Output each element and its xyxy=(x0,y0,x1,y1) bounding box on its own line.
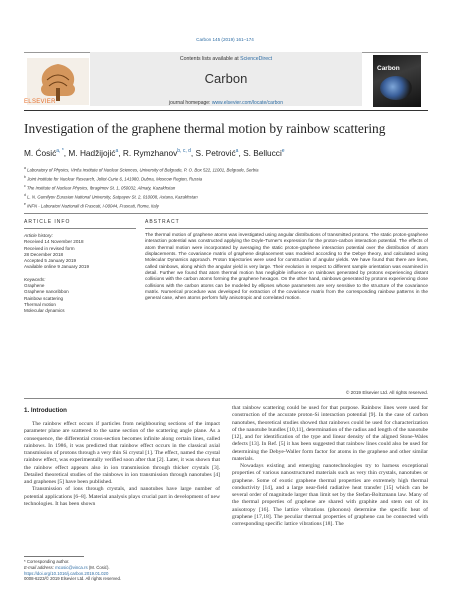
keyword: Thermal motion xyxy=(24,301,56,307)
article-info xyxy=(24,233,136,315)
footnote xyxy=(24,559,224,582)
masthead-divider xyxy=(24,110,428,111)
affiliation: $^e$ INFN - Laboratori Nazionali di Frascati, I-00044, Frascati, Rome, Italy xyxy=(24,201,159,209)
cover-image xyxy=(380,76,412,100)
author-sup[interactable]: e xyxy=(281,148,285,155)
author-sup[interactable]: b, c, d xyxy=(177,148,191,155)
online-date: Available online 9 January 2019 xyxy=(24,264,90,270)
abstract-text: The thermal motion of graphene atoms was investigated using angular distributions of transmitted protons. The static proton-graphene interaction potential was constructed applying the Doyle-Turner's expression for the proton-carbon interaction potential. The effects of atom thermal motion were incorporated by averaging the static proton-graphene interaction potential over the distribution of atom displacements. The covariance matrix of graphene displacement was modeled according to the Debye theory, and calculated using Molecular Dynamics approach. Proton trajectories were used for construction of angular yields. We have found that there are lines, called rainbows, along which the angular yield is very large. Their evolution in respect to different sample orientation was examined in detail. Further we found that atom thermal motion has negligible influence on rainbows generated by protons experiencing distant collisions with the carbon atoms forming the graphene hexagon. On the other hand, rainbows generated by protons experiencing close collisions with the carbon atoms can be modeled by ellipses whose parameters are very sensitive to the structure of the covariance matrix. Numerical procedure was developed for extraction of the covariance matrix from the corresponding rainbow patterns in the general case, when atoms perform fully anisotropic and correlated motion. xyxy=(145,233,428,302)
email-suffix: (M. Ćosić). xyxy=(88,564,110,570)
affiliation-list xyxy=(24,165,428,210)
doi-link[interactable]: https://doi.org/10.1016/j.carbon.2019.01.020 xyxy=(24,570,109,576)
author-sup[interactable]: a xyxy=(115,148,119,155)
journal-name: Carbon xyxy=(204,71,248,86)
accepted-date: Accepted 5 January 2019 xyxy=(24,258,77,264)
elsevier-tree-logo xyxy=(27,58,89,105)
affiliation: $^b$ Joint Institute for Nuclear Research, Joliot-Curie 6, 141980, Dubna, Moscow Region, Russia xyxy=(24,174,203,182)
revised-date: 28 December 2018 xyxy=(24,251,64,257)
cover-title: Carbon xyxy=(377,65,400,72)
author[interactable]: R. Rymzhanov xyxy=(122,148,178,158)
keyword: Rainbow scattering xyxy=(24,295,64,301)
affiliation: $^d$ L. N. Gumilyov Eurasian National University, Satpayev St. 2, 010008, Astana, Kazakhstan xyxy=(24,192,198,200)
email-label: E-mail address: xyxy=(24,564,54,570)
issn-line: 0008-6223/© 2019 Elsevier Ltd. All rights reserved. xyxy=(24,576,122,582)
publisher-name: ELSEVIER xyxy=(24,99,56,105)
author[interactable]: S. Petrović xyxy=(195,148,236,158)
keyword: Graphene xyxy=(24,283,45,289)
introduction-heading: 1. Introduction xyxy=(24,407,67,414)
author-sup[interactable]: a xyxy=(235,148,239,155)
email-link[interactable]: mcosic@vinca.rs xyxy=(55,564,88,570)
author-sup[interactable]: a, * xyxy=(56,148,64,155)
keyword: Molecular dynamics xyxy=(24,308,65,314)
paragraph: The rainbow effect occurs if particles from neighbouring sections of the impact parameter plane are scattered to the same section of the scattering angle plane. As a consequence, the differential cross-section becomes infinite along certain lines, called rainbows. In 1986, it was predicted that rainbow effect occurs in the classical axial transmission of protons through a very thin Si crystal [1]. The effect, named the crystal rainbow effect, was experimentally verified soon after that [2]. Later, it was shown that the rainbow effect appears also in ion transmission through thicker crystals [3]. Detailed theoretical studies of the rainbows in ion transmission through nanotubes [4] and graphenes [5] have been published. xyxy=(24,421,220,485)
journal-homepage xyxy=(90,100,362,106)
footnote-divider xyxy=(24,556,84,557)
section-divider xyxy=(24,213,428,214)
paragraph: Transmission of ions through crystals, and nanotubes have large number of potential applications [6–8]. Material analysis plays crucial part in development of new technologies. It has been shown xyxy=(24,486,220,507)
abstract-divider xyxy=(145,228,428,229)
revised-label: Received in revised form xyxy=(24,245,75,251)
abstract-bottom-divider xyxy=(24,398,428,399)
abstract-copyright: © 2019 Elsevier Ltd. All rights reserved. xyxy=(345,390,428,395)
author[interactable]: M. Ćosić xyxy=(24,148,57,158)
keyword: Graphene nanoribbon xyxy=(24,289,69,295)
author-list: M. Ćosić$^{a, *}$, M. Hadžijojić$^a$, R. Rymzhanov$^{b, c, d}$, S. Petrović$^a$, S. Bellucci$^e$ xyxy=(24,148,285,158)
homepage-prefix: journal homepage: xyxy=(169,100,211,106)
author[interactable]: M. Hadžijojić xyxy=(68,148,116,158)
paragraph: that rainbow scattering could be used for that purpose. Rainbow lines were used for construction of the accurate proton-Si interaction potential [9]. In the case of carbon nanotubes, theoretical studies showed that rainbows could be used for characterization of the nanotube bundles [10,11], determination of the radius and length of the nanotube [12], and for identification of the type and linear density of the aligned Stone-Wales defects [13]. In Ref. [5] it has been suggested that rainbow lines could also be used for determining the Debye-Waller form factor for atoms in the graphene and other similar materials. xyxy=(232,405,428,462)
body-column-right xyxy=(232,405,428,528)
homepage-link[interactable]: www.elsevier.com/locate/carbon xyxy=(211,100,283,106)
affiliation: $^c$ The Institute of Nuclear Physics, Ibragimov St. 1, 050032, Almaty, Kazakhstan xyxy=(24,183,176,191)
abstract-heading: ABSTRACT xyxy=(145,219,180,225)
corresponding-author-note: * Corresponding author. xyxy=(24,559,70,564)
history-label: Article history: xyxy=(24,233,53,238)
contents-prefix: Contents lists available at xyxy=(179,56,239,62)
body-column-left xyxy=(24,421,220,508)
article-info-divider xyxy=(24,228,136,229)
article-info-heading: ARTICLE INFO xyxy=(24,219,71,225)
received-date: Received 14 November 2018 xyxy=(24,239,84,245)
affiliation: $^a$ Laboratory of Physics, Vinča Institute of Nuclear Sciences, University of Belgrade, P. O. Box 522, 11001, Belgrade, Serbia xyxy=(24,166,259,173)
journal-citation[interactable]: Carbon 145 (2019) 161–174 xyxy=(196,37,254,42)
sciencedirect-link[interactable]: ScienceDirect xyxy=(240,56,273,62)
author[interactable]: S. Bellucci xyxy=(243,148,282,158)
paragraph: Nowadays existing and emerging nanotechnologies try to harness exceptional properties of various nanostructured materials such as very thin crystals, nanotubes or graphene. Some of exotic graphene thermal properties are extremely high thermal conductivity [14], and a large near-field radiative heat transfer [15] which can be several order of magnitude larger than limit set by the Stefan-Boltzmann law. Many of the thermal properties of graphene are shared with graphite and stem out of its anisotropy [16]. The lattice vibrations (phonons) determine the specific heat of graphene [17,18]. The peculiar thermal properties of graphene can be connected with corresponding specific lattice vibrations [18]. The xyxy=(232,463,428,527)
article-title: Investigation of the graphene thermal motion by rainbow scattering xyxy=(24,121,386,136)
contents-line xyxy=(90,56,362,62)
keywords-label: Keywords: xyxy=(24,276,46,282)
